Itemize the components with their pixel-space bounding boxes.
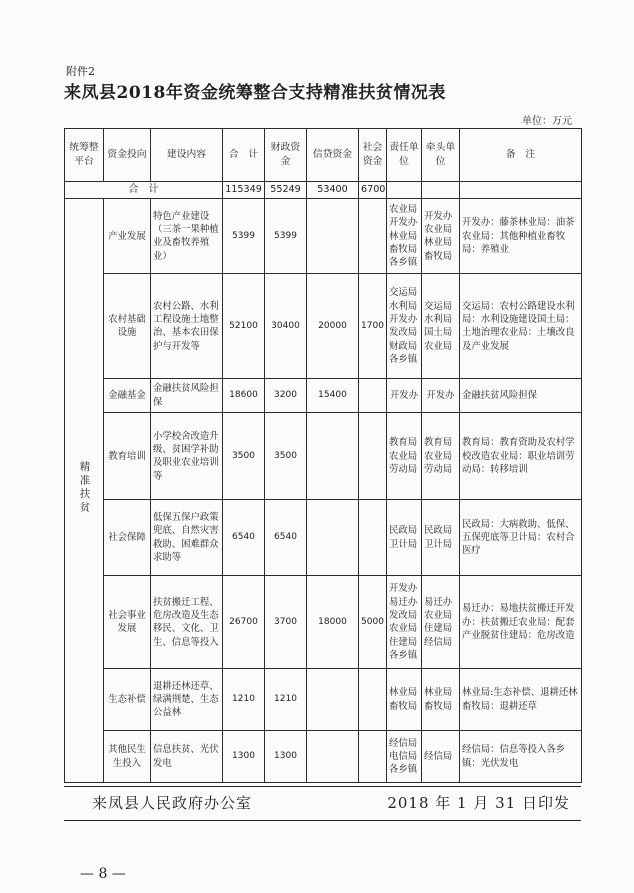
row-social bbox=[359, 413, 387, 500]
row-credit: 15400 bbox=[307, 379, 359, 413]
table-row bbox=[65, 669, 582, 731]
total-label: 合 计 bbox=[65, 182, 223, 199]
table-row bbox=[65, 576, 582, 669]
row-content: 扶贫搬迁工程、危房改造及生态移民、文化、卫生、信息等投入 bbox=[151, 576, 223, 669]
row-total: 26700 bbox=[223, 576, 265, 669]
row-credit: 20000 bbox=[307, 274, 359, 379]
row-lead: 交运局水利局国土局农业局 bbox=[422, 274, 460, 379]
page-number: — 8 — bbox=[80, 866, 126, 882]
row-remarks: 交运局：农村公路建设水利局：水利设施建设国土局：土地治理农业局：土壤改良及产业发展 bbox=[460, 274, 582, 379]
footer-divider-bottom bbox=[64, 820, 581, 821]
row-direction: 产业发展 bbox=[104, 199, 151, 274]
header-row bbox=[65, 129, 582, 182]
unit-label: 单位：万元 bbox=[522, 116, 572, 127]
table-row bbox=[65, 274, 582, 379]
row-total: 6540 bbox=[223, 500, 265, 576]
header-remarks: 备 注 bbox=[460, 129, 582, 182]
row-direction: 教育培训 bbox=[104, 413, 151, 500]
row-total: 18600 bbox=[223, 379, 265, 413]
row-fiscal: 6540 bbox=[265, 500, 307, 576]
row-content: 农村公路、水利工程设施土地整治、基本农田保护与开发等 bbox=[151, 274, 223, 379]
row-content: 小学校舍改造升级、贫困学补助及职业农业培训等 bbox=[151, 413, 223, 500]
row-direction: 社会保障 bbox=[104, 500, 151, 576]
row-social: 1700 bbox=[359, 274, 387, 379]
row-content: 信息扶贫、光伏发电 bbox=[151, 731, 223, 783]
header-total: 合 计 bbox=[223, 129, 265, 182]
total-fiscal: 55249 bbox=[265, 182, 307, 199]
header-direction: 资金投向 bbox=[104, 129, 151, 182]
row-lead: 开发办 bbox=[422, 379, 460, 413]
total-row bbox=[65, 182, 582, 199]
row-social: 5000 bbox=[359, 576, 387, 669]
header-credit: 信贷资金 bbox=[307, 129, 359, 182]
table-row bbox=[65, 500, 582, 576]
row-total: 5399 bbox=[223, 199, 265, 274]
row-content: 特色产业建设（三茶一果种植业及畜牧养殖业） bbox=[151, 199, 223, 274]
row-lead: 教育局农业局劳动局 bbox=[422, 413, 460, 500]
row-responsible: 民政局卫计局 bbox=[387, 500, 422, 576]
row-direction: 社会事业发展 bbox=[104, 576, 151, 669]
table-row bbox=[65, 199, 582, 274]
header-responsible: 责任单位 bbox=[387, 129, 422, 182]
row-social bbox=[359, 731, 387, 783]
attachment-label: 附件2 bbox=[66, 65, 95, 78]
row-remarks: 教育局：教育资助及农村学校改造农业局：职业培训劳动局：转移培训 bbox=[460, 413, 582, 500]
issue-date: 2018 年 1 月 31 日印发 bbox=[387, 794, 570, 812]
row-fiscal: 3700 bbox=[265, 576, 307, 669]
footer-divider-top bbox=[64, 786, 581, 787]
row-credit: 18000 bbox=[307, 576, 359, 669]
row-responsible: 农业局开发办林业局畜牧局各乡镇 bbox=[387, 199, 422, 274]
row-total: 52100 bbox=[223, 274, 265, 379]
row-lead: 林业局畜牧局 bbox=[422, 669, 460, 731]
row-fiscal: 5399 bbox=[265, 199, 307, 274]
row-credit bbox=[307, 413, 359, 500]
row-remarks: 金融扶贫风险担保 bbox=[460, 379, 582, 413]
row-social bbox=[359, 199, 387, 274]
row-responsible: 经信局电信局各乡镇 bbox=[387, 731, 422, 783]
row-content: 低保五保户政策兜底、自然灾害救助、困难群众求助等 bbox=[151, 500, 223, 576]
funding-table bbox=[64, 128, 582, 783]
row-responsible: 交运局水利局开发办发改局财政局各乡镇 bbox=[387, 274, 422, 379]
row-content: 金融扶贫风险担保 bbox=[151, 379, 223, 413]
row-responsible: 开发办易迁办发改局农业局住建局各乡镇 bbox=[387, 576, 422, 669]
row-direction: 金融基金 bbox=[104, 379, 151, 413]
row-fiscal: 1300 bbox=[265, 731, 307, 783]
platform-label: 精准扶贫 bbox=[65, 199, 104, 783]
row-lead: 易迁办农业局住建局经信局 bbox=[422, 576, 460, 669]
table-row bbox=[65, 731, 582, 783]
row-remarks: 民政局：大病救助、低保、五保兜底等卫计局：农村合医疗 bbox=[460, 500, 582, 576]
row-responsible: 教育局农业局劳动局 bbox=[387, 413, 422, 500]
row-content: 退耕还林还草、绿满荆楚、生态公益林 bbox=[151, 669, 223, 731]
row-social bbox=[359, 500, 387, 576]
row-social bbox=[359, 379, 387, 413]
row-fiscal: 3200 bbox=[265, 379, 307, 413]
row-credit bbox=[307, 199, 359, 274]
row-lead: 经信局 bbox=[422, 731, 460, 783]
row-total: 1300 bbox=[223, 731, 265, 783]
row-fiscal: 30400 bbox=[265, 274, 307, 379]
total-social: 6700 bbox=[359, 182, 387, 199]
row-remarks: 易迁办：易地扶贫搬迁开发办：扶贫搬迁农业局：配套产业脱贫住建局：危房改造 bbox=[460, 576, 582, 669]
row-social bbox=[359, 669, 387, 731]
row-lead: 开发办农业局林业局畜牧局 bbox=[422, 199, 460, 274]
row-credit bbox=[307, 669, 359, 731]
row-remarks: 开发办：藤茶林业局：油茶农业局：其他种植业畜牧局：养殖业 bbox=[460, 199, 582, 274]
table-row bbox=[65, 413, 582, 500]
document-title: 来凤县2018年资金统筹整合支持精准扶贫情况表 bbox=[64, 83, 446, 103]
row-direction: 其他民生生投入 bbox=[104, 731, 151, 783]
row-remarks: 经信局：信息等投入各乡镇：光伏发电 bbox=[460, 731, 582, 783]
row-total: 3500 bbox=[223, 413, 265, 500]
row-fiscal: 1210 bbox=[265, 669, 307, 731]
header-content: 建设内容 bbox=[151, 129, 223, 182]
row-responsible: 开发办 bbox=[387, 379, 422, 413]
row-direction: 农村基础设施 bbox=[104, 274, 151, 379]
table-row bbox=[65, 379, 582, 413]
total-sum: 115349 bbox=[223, 182, 265, 199]
row-responsible: 林业局畜牧局 bbox=[387, 669, 422, 731]
row-remarks: 林业局:生态补偿、退耕还林畜牧局：退耕还草 bbox=[460, 669, 582, 731]
header-fiscal: 财政资金 bbox=[265, 129, 307, 182]
row-credit bbox=[307, 731, 359, 783]
header-lead: 牵头单位 bbox=[422, 129, 460, 182]
row-direction: 生态补偿 bbox=[104, 669, 151, 731]
header-platform: 统筹整平台 bbox=[65, 129, 104, 182]
row-lead: 民政局卫计局 bbox=[422, 500, 460, 576]
row-credit bbox=[307, 500, 359, 576]
header-social: 社会资金 bbox=[359, 129, 387, 182]
issuing-office: 来凤县人民政府办公室 bbox=[92, 794, 253, 812]
total-credit: 53400 bbox=[307, 182, 359, 199]
row-total: 1210 bbox=[223, 669, 265, 731]
row-fiscal: 3500 bbox=[265, 413, 307, 500]
